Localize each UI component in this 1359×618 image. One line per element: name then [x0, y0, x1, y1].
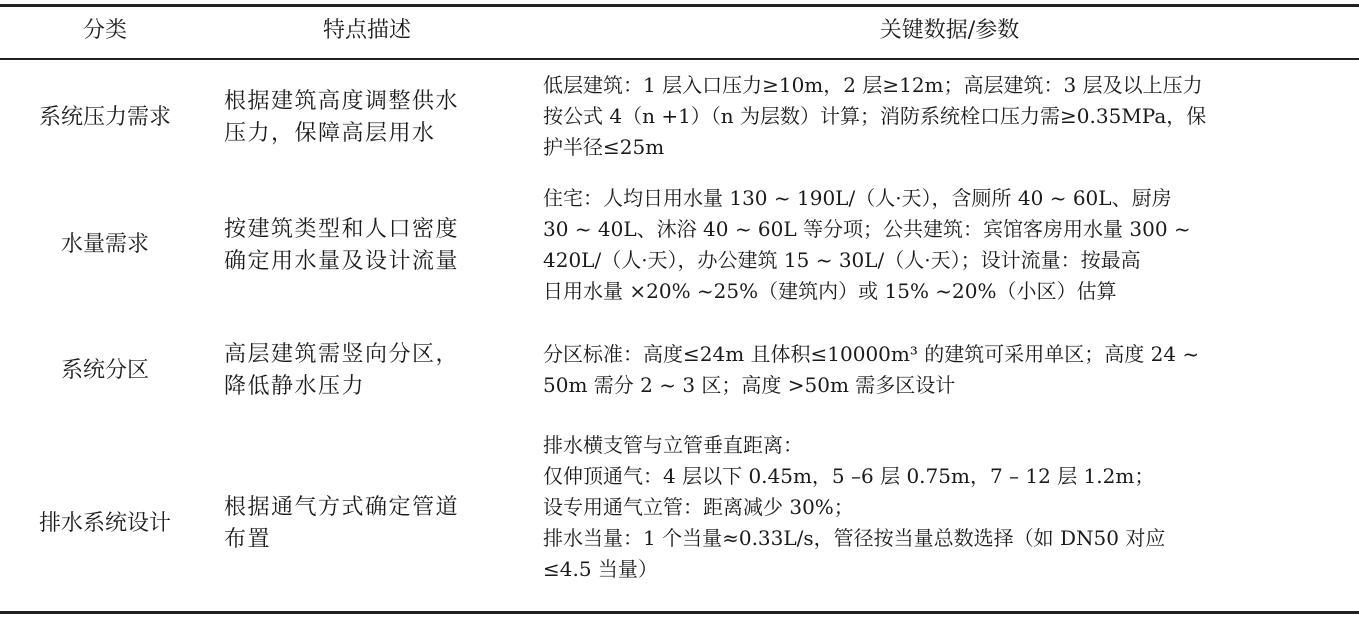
row-params-line: 设专用通气立管：距离减少 30%；	[543, 495, 854, 519]
header-params: 关键数据/参数	[879, 18, 1020, 43]
row-category: 排水系统设计	[38, 511, 171, 536]
header-description: 特点描述	[322, 18, 411, 43]
row-params-line: 420L/（人·天），办公建筑 15 ~ 30L/（人·天）；设计流量：按最高	[543, 248, 1141, 272]
row-params-line: ≤4.5 当量）	[543, 557, 658, 581]
row-category: 系统压力需求	[38, 105, 171, 130]
row-description-line: 压力，保障高层用水	[224, 121, 436, 146]
row-description-line: 确定用水量及设计流量	[224, 249, 460, 274]
row-params-line: 住宅：人均日用水量 130 ~ 190L/（人·天），含厕所 40 ~ 60L、厨房	[543, 186, 1172, 210]
row-params-line: 低层建筑：1 层入口压力≥10m，2 层≥12m；高层建筑：3 层及以上压力	[543, 73, 1203, 97]
row-description	[224, 86, 524, 150]
row-description-line: 根据建筑高度调整供水	[224, 89, 460, 114]
row-params	[543, 339, 1355, 401]
row-description	[224, 492, 524, 556]
table-bottom-rule	[0, 611, 1359, 614]
row-description-line: 布置	[224, 527, 272, 552]
row-params	[543, 183, 1355, 307]
row-category: 水量需求	[60, 232, 149, 257]
row-params-line: 护半径≤25m	[543, 135, 665, 159]
row-description-line: 根据通气方式确定管道	[224, 495, 460, 520]
row-description	[224, 214, 524, 278]
row-params-line: 日用水量 ×20% ~25%（建筑内）或 15% ~20%（小区）估算	[543, 279, 1117, 303]
row-description-line: 降低静水压力	[224, 374, 366, 399]
row-params-line: 仅伸顶通气：4 层以下 0.45m，5 –6 层 0.75m，7 – 12 层 1.2m；	[543, 464, 1155, 488]
table-top-rule	[0, 4, 1359, 7]
row-description-line: 高层建筑需竖向分区，	[224, 342, 460, 367]
row-params-line: 30 ~ 40L、沐浴 40 ~ 60L 等分项；公共建筑：宾馆客房用水量 300 ~	[543, 217, 1191, 241]
table-header-rule	[0, 58, 1359, 60]
row-params-line: 排水横支管与立管垂直距离：	[543, 433, 803, 457]
row-params-line: 排水当量：1 个当量≈0.33L/s，管径按当量总数选择（如 DN50 对应	[543, 526, 1166, 550]
row-params-line: 50m 需分 2 ~ 3 区；高度 >50m 需多区设计	[543, 373, 956, 397]
row-params-line: 按公式 4（n +1）（n 为层数）计算；消防系统栓口压力需≥0.35MPa，保	[543, 104, 1207, 128]
header-category: 分类	[82, 18, 127, 43]
row-params	[543, 70, 1355, 163]
row-category: 系统分区	[60, 358, 149, 383]
row-description	[224, 339, 524, 403]
row-params	[543, 430, 1355, 585]
row-description-line: 按建筑类型和人口密度	[224, 217, 460, 242]
row-params-line: 分区标准：高度≤24m 且体积≤10000m³ 的建筑可采用单区；高度 24 ~	[543, 342, 1200, 366]
